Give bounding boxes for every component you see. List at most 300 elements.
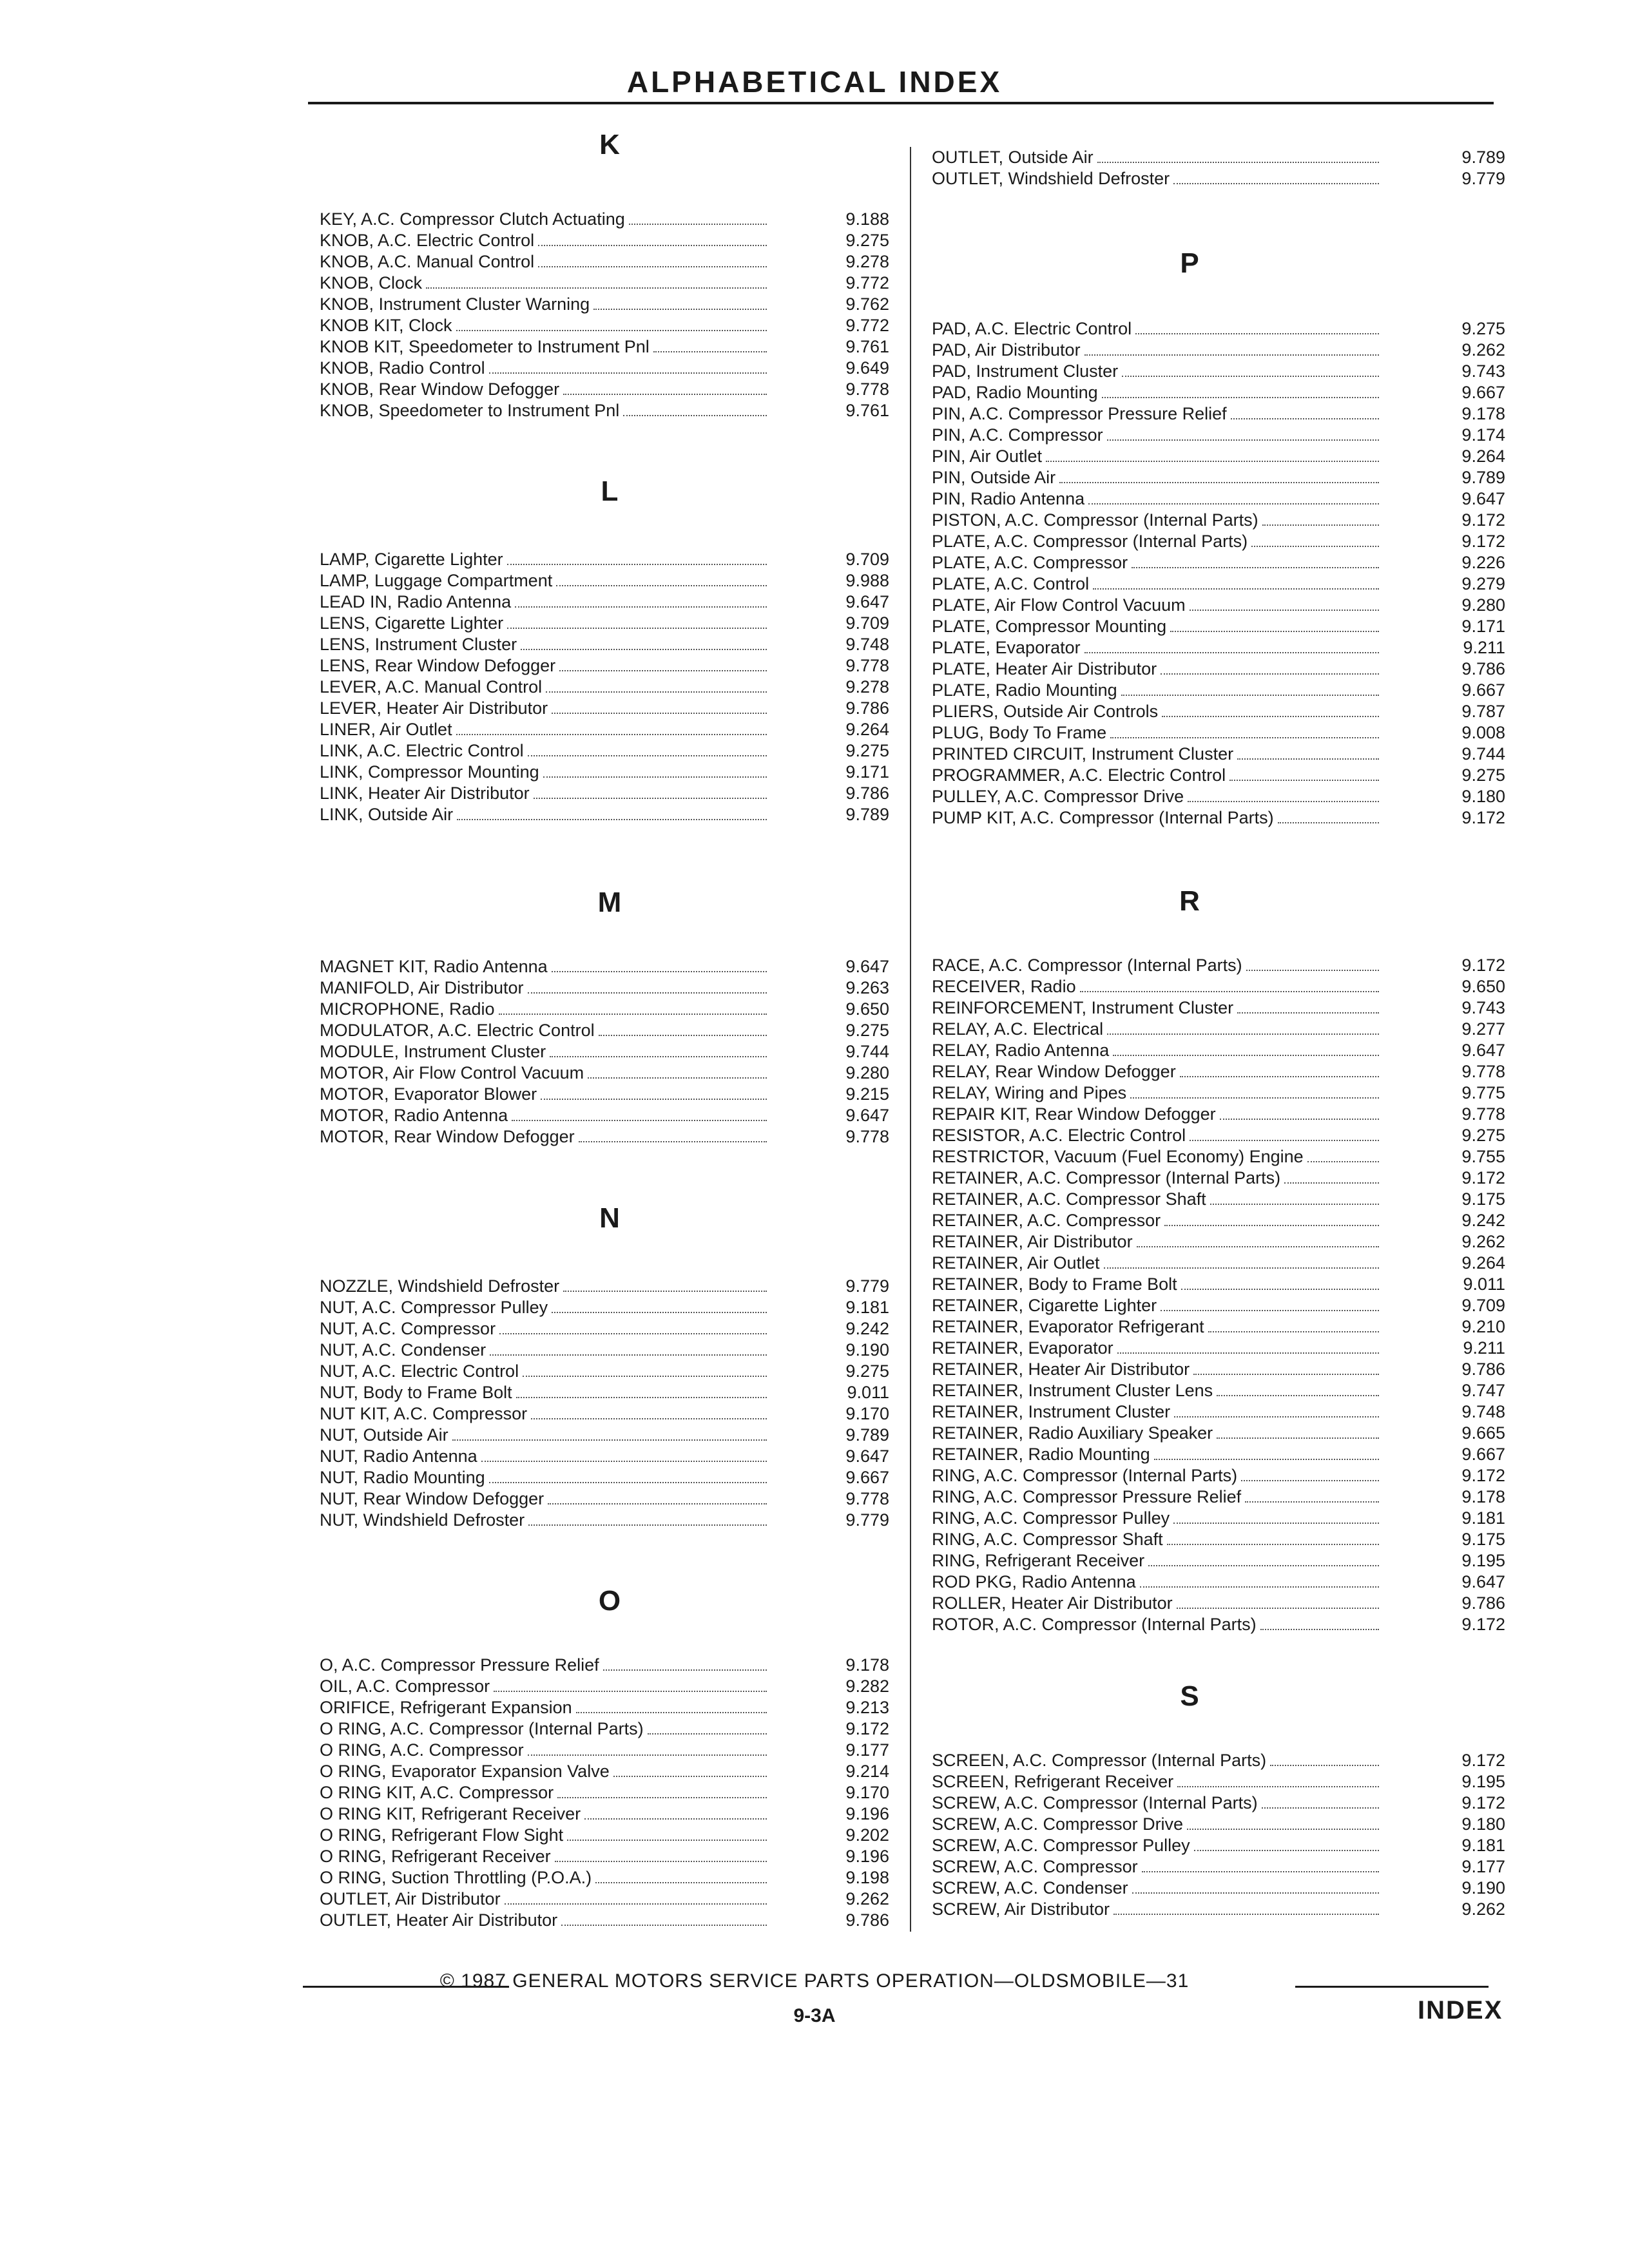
entry-name: KNOB, Instrument Cluster Warning xyxy=(320,294,590,314)
leader-dots xyxy=(490,1354,767,1356)
index-entry xyxy=(320,294,900,315)
index-entry xyxy=(932,680,1512,701)
index-entry xyxy=(320,1382,900,1403)
index-entry xyxy=(932,382,1512,403)
entry-name: SCREW, A.C. Compressor Drive xyxy=(932,1814,1184,1834)
leader-dots xyxy=(603,1669,767,1671)
entry-page-number: 9.177 xyxy=(1461,1857,1505,1876)
leader-dots xyxy=(550,1056,767,1057)
index-entry xyxy=(932,765,1512,786)
leader-dots xyxy=(1093,588,1379,590)
entry-page-number: 9.213 xyxy=(845,1698,889,1717)
entry-page-number: 9.778 xyxy=(1461,1062,1505,1081)
entry-name: PLATE, Radio Mounting xyxy=(932,680,1117,700)
entry-page-number: 9.709 xyxy=(1461,1296,1505,1315)
leader-dots xyxy=(1262,524,1379,526)
entry-name: ROLLER, Heater Air Distributor xyxy=(932,1593,1173,1613)
entry-name: RING, A.C. Compressor Pressure Relief xyxy=(932,1487,1242,1506)
index-entry xyxy=(320,1062,900,1084)
index-entry xyxy=(320,783,900,804)
entry-name: RETAINER, A.C. Compressor xyxy=(932,1211,1161,1230)
entry-name: O, A.C. Compressor Pressure Relief xyxy=(320,1655,599,1675)
leader-dots xyxy=(1193,1374,1379,1375)
index-entry xyxy=(320,1340,900,1361)
entry-name: RING, A.C. Compressor Pulley xyxy=(932,1508,1170,1528)
leader-dots xyxy=(1190,610,1379,611)
entry-name: PISTON, A.C. Compressor (Internal Parts) xyxy=(932,510,1258,530)
leader-dots xyxy=(1162,716,1379,717)
index-entry xyxy=(932,467,1512,488)
index-entry xyxy=(320,655,900,677)
entry-name: RETAINER, Radio Mounting xyxy=(932,1445,1150,1464)
leader-dots xyxy=(1270,1765,1379,1766)
entry-list xyxy=(320,209,900,421)
entry-page-number: 9.647 xyxy=(1461,1041,1505,1060)
entry-name: MODULE, Instrument Cluster xyxy=(320,1042,546,1061)
entry-name: RING, A.C. Compressor Shaft xyxy=(932,1530,1163,1549)
entry-page-number: 9.262 xyxy=(1461,340,1505,360)
entry-page-number: 9.180 xyxy=(1461,787,1505,806)
index-entry xyxy=(932,786,1512,807)
entry-name: RETAINER, Air Distributor xyxy=(932,1232,1133,1251)
entry-name: PAD, Radio Mounting xyxy=(932,383,1098,402)
entry-name: MOTOR, Air Flow Control Vacuum xyxy=(320,1063,584,1082)
index-entry xyxy=(932,955,1512,976)
entry-name: SCREW, A.C. Condenser xyxy=(932,1878,1128,1898)
index-entry xyxy=(932,997,1512,1019)
leader-dots xyxy=(1104,1267,1379,1269)
entry-page-number: 9.178 xyxy=(845,1655,889,1675)
entry-name: RETAINER, Cigarette Lighter xyxy=(932,1296,1157,1315)
entry-name: SCREW, A.C. Compressor (Internal Parts) xyxy=(932,1793,1258,1812)
entry-name: LENS, Cigarette Lighter xyxy=(320,613,504,633)
leader-dots xyxy=(556,585,767,586)
index-entry xyxy=(320,230,900,251)
leader-dots xyxy=(1237,1012,1379,1014)
leader-dots xyxy=(1167,1544,1379,1545)
entry-page-number: 9.744 xyxy=(1461,744,1505,764)
index-entry xyxy=(932,1465,1512,1486)
entry-name: REINFORCEMENT, Instrument Cluster xyxy=(932,998,1234,1017)
entry-page-number: 9.667 xyxy=(1461,1445,1505,1464)
index-entry xyxy=(932,658,1512,680)
leader-dots xyxy=(555,1861,767,1862)
leader-dots xyxy=(1107,1033,1379,1035)
entry-name: PROGRAMMER, A.C. Electric Control xyxy=(932,765,1226,785)
section-label: INDEX xyxy=(1418,1996,1503,2024)
leader-dots xyxy=(499,1014,767,1015)
leader-dots xyxy=(1173,183,1379,184)
entry-name: RETAINER, Instrument Cluster xyxy=(932,1402,1171,1421)
index-entry xyxy=(320,1803,900,1825)
index-entry xyxy=(932,510,1512,531)
leader-dots xyxy=(653,351,767,352)
page-number: 9-3A xyxy=(793,2005,836,2026)
entry-name: RESTRICTOR, Vacuum (Fuel Economy) Engine xyxy=(932,1147,1304,1166)
entry-name: MANIFOLD, Air Distributor xyxy=(320,978,524,997)
entry-name: SCREEN, A.C. Compressor (Internal Parts) xyxy=(932,1751,1267,1770)
entry-name: PIN, Outside Air xyxy=(932,468,1056,487)
entry-page-number: 9.747 xyxy=(1461,1381,1505,1400)
entry-name: LAMP, Luggage Compartment xyxy=(320,571,553,590)
index-entry xyxy=(932,1338,1512,1359)
entry-page-number: 9.647 xyxy=(845,1446,889,1466)
leader-dots xyxy=(576,1712,767,1713)
entry-page-number: 9.280 xyxy=(1461,595,1505,615)
entry-page-number: 9.177 xyxy=(845,1740,889,1760)
entry-page-number: 9.210 xyxy=(1461,1317,1505,1336)
entry-name: NUT, Body to Frame Bolt xyxy=(320,1383,512,1402)
entry-page-number: 9.755 xyxy=(1461,1147,1505,1166)
entry-name: OUTLET, Outside Air xyxy=(932,148,1094,167)
entry-page-number: 9.761 xyxy=(845,337,889,356)
entry-name: PAD, Instrument Cluster xyxy=(932,361,1119,381)
entry-page-number: 9.789 xyxy=(845,1425,889,1445)
entry-name: NUT, Radio Mounting xyxy=(320,1468,485,1487)
entry-page-number: 9.181 xyxy=(1461,1836,1505,1855)
entry-page-number: 9.275 xyxy=(845,1361,889,1381)
index-entry xyxy=(932,425,1512,446)
leader-dots xyxy=(1154,1459,1379,1460)
entry-page-number: 9.772 xyxy=(845,316,889,335)
leader-dots xyxy=(1246,970,1379,971)
entry-name: NUT, A.C. Condenser xyxy=(320,1340,487,1360)
entry-page-number: 9.262 xyxy=(845,1889,889,1908)
entry-page-number: 9.172 xyxy=(1461,1466,1505,1485)
index-entry xyxy=(320,251,900,273)
entry-page-number: 9.181 xyxy=(1461,1508,1505,1528)
index-entry xyxy=(932,318,1512,340)
index-entry xyxy=(320,549,900,570)
index-entry xyxy=(932,531,1512,552)
entry-name: RETAINER, A.C. Compressor Shaft xyxy=(932,1189,1206,1209)
index-entry xyxy=(320,613,900,634)
entry-name: PRINTED CIRCUIT, Instrument Cluster xyxy=(932,744,1234,764)
leader-dots xyxy=(1084,354,1379,356)
entry-page-number: 9.282 xyxy=(845,1677,889,1696)
leader-dots xyxy=(1161,1310,1379,1311)
index-entry xyxy=(932,807,1512,829)
leader-dots xyxy=(1177,1786,1379,1787)
leader-dots xyxy=(543,776,767,778)
index-entry xyxy=(320,698,900,719)
leader-dots xyxy=(1181,1289,1379,1290)
entry-name: REPAIR KIT, Rear Window Defogger xyxy=(932,1104,1216,1124)
entry-name: PLATE, A.C. Compressor xyxy=(932,553,1128,572)
index-entry xyxy=(932,1019,1512,1040)
leader-dots xyxy=(629,224,767,225)
entry-name: NUT, A.C. Compressor Pulley xyxy=(320,1298,548,1317)
leader-dots xyxy=(1229,780,1379,781)
leader-dots xyxy=(489,372,767,374)
leader-dots xyxy=(1046,461,1379,462)
leader-dots xyxy=(1188,801,1379,802)
leader-dots xyxy=(1161,673,1379,675)
index-entry xyxy=(932,1061,1512,1082)
index-entry xyxy=(932,1614,1512,1635)
entry-name: ROD PKG, Radio Antenna xyxy=(932,1572,1136,1591)
leader-dots xyxy=(1088,503,1379,505)
index-entry xyxy=(932,1231,1512,1253)
leader-dots xyxy=(516,1397,767,1398)
index-entry xyxy=(320,1697,900,1718)
leader-dots xyxy=(567,1840,767,1841)
entry-page-number: 9.172 xyxy=(1461,532,1505,551)
entry-name: SCREW, A.C. Compressor Pulley xyxy=(932,1836,1190,1855)
entry-name: RELAY, Wiring and Pipes xyxy=(932,1083,1127,1102)
index-entry xyxy=(320,1718,900,1740)
leader-dots xyxy=(1260,1629,1379,1630)
leader-dots xyxy=(528,1754,767,1756)
title-rule xyxy=(308,102,1494,104)
entry-page-number: 9.242 xyxy=(845,1319,889,1338)
entry-page-number: 9.779 xyxy=(845,1276,889,1296)
entry-name: MOTOR, Evaporator Blower xyxy=(320,1084,537,1104)
entry-page-number: 9.202 xyxy=(845,1825,889,1845)
entry-name: RESISTOR, A.C. Electric Control xyxy=(932,1126,1186,1145)
leader-dots xyxy=(456,330,767,331)
leader-dots xyxy=(1245,1501,1379,1503)
entry-name: MICROPHONE, Radio xyxy=(320,999,495,1019)
index-entry xyxy=(932,1899,1512,1920)
leader-dots xyxy=(584,1818,767,1820)
leader-dots xyxy=(1102,397,1379,398)
leader-dots xyxy=(1097,162,1379,163)
entry-name: RELAY, A.C. Electrical xyxy=(932,1019,1104,1039)
entry-page-number: 9.280 xyxy=(845,1063,889,1082)
index-entry xyxy=(320,1020,900,1041)
leader-dots xyxy=(499,1333,767,1334)
index-entry xyxy=(932,1771,1512,1792)
entry-name: RING, A.C. Compressor (Internal Parts) xyxy=(932,1466,1238,1485)
entry-list xyxy=(932,1750,1512,1920)
entry-page-number: 9.181 xyxy=(845,1298,889,1317)
leader-dots xyxy=(563,1291,767,1292)
index-entry xyxy=(932,1529,1512,1550)
entry-page-number: 9.172 xyxy=(1461,956,1505,975)
entry-page-number: 9.195 xyxy=(1461,1551,1505,1570)
index-entry xyxy=(320,1888,900,1910)
index-entry xyxy=(320,400,900,421)
entry-page-number: 9.170 xyxy=(845,1783,889,1802)
index-entry xyxy=(320,762,900,783)
index-entry xyxy=(320,336,900,358)
entry-page-number: 9.778 xyxy=(1461,1104,1505,1124)
leader-dots xyxy=(613,1776,767,1777)
index-entry xyxy=(320,1084,900,1105)
index-entry xyxy=(932,403,1512,425)
leader-dots xyxy=(1187,1829,1379,1830)
index-entry xyxy=(932,1189,1512,1210)
leader-dots xyxy=(481,1461,767,1462)
index-entry xyxy=(932,1274,1512,1295)
entry-name: OUTLET, Heater Air Distributor xyxy=(320,1910,558,1930)
index-entry xyxy=(320,591,900,613)
leader-dots xyxy=(548,1503,767,1504)
entry-name: PAD, Air Distributor xyxy=(932,340,1081,360)
leader-dots xyxy=(1122,376,1379,377)
leader-dots xyxy=(456,734,767,735)
entry-name: RETAINER, Heater Air Distributor xyxy=(932,1360,1190,1379)
entry-name: KNOB, A.C. Manual Control xyxy=(320,252,535,271)
entry-name: RETAINER, Instrument Cluster Lens xyxy=(932,1381,1213,1400)
entry-name: KNOB KIT, Speedometer to Instrument Pnl xyxy=(320,337,650,356)
leader-dots xyxy=(1059,482,1379,483)
entry-page-number: 9.762 xyxy=(845,294,889,314)
entry-name: PLATE, A.C. Control xyxy=(932,574,1090,593)
leader-dots xyxy=(1180,1076,1379,1077)
entry-name: SCREW, A.C. Compressor xyxy=(932,1857,1138,1876)
entry-name: OUTLET, Windshield Defroster xyxy=(932,169,1170,188)
section-letter: P xyxy=(1180,247,1199,279)
leader-dots xyxy=(1210,1204,1379,1205)
entry-page-number: 9.214 xyxy=(845,1762,889,1781)
index-entry xyxy=(320,273,900,294)
leader-dots xyxy=(1251,546,1379,547)
entry-name: O RING, Refrigerant Flow Sight xyxy=(320,1825,564,1845)
index-entry xyxy=(932,1835,1512,1856)
leader-dots xyxy=(1173,1523,1379,1524)
index-entry xyxy=(932,1146,1512,1168)
entry-name: LAMP, Cigarette Lighter xyxy=(320,550,503,569)
entry-page-number: 9.242 xyxy=(1461,1211,1505,1230)
entry-page-number: 9.709 xyxy=(845,550,889,569)
leader-dots xyxy=(1142,1871,1379,1872)
entry-page-number: 9.190 xyxy=(845,1340,889,1360)
entry-page-number: 9.170 xyxy=(845,1404,889,1423)
entry-name: KEY, A.C. Compressor Clutch Actuating xyxy=(320,209,625,229)
index-entry xyxy=(320,1867,900,1888)
leader-dots xyxy=(563,394,767,395)
entry-name: O RING, A.C. Compressor xyxy=(320,1740,524,1760)
index-entry xyxy=(320,1425,900,1446)
entry-name: PIN, A.C. Compressor xyxy=(932,425,1103,445)
leader-dots xyxy=(538,245,767,246)
leader-dots xyxy=(1220,1119,1379,1120)
leader-dots xyxy=(1113,1914,1379,1915)
index-entry xyxy=(320,634,900,655)
entry-name: LEVER, Heater Air Distributor xyxy=(320,698,548,718)
entry-name: RECEIVER, Radio xyxy=(932,977,1076,996)
leader-dots xyxy=(1135,333,1379,334)
index-entry xyxy=(320,379,900,400)
entry-page-number: 9.264 xyxy=(845,720,889,739)
leader-dots xyxy=(507,628,767,629)
leader-dots xyxy=(1307,1161,1379,1162)
index-entry xyxy=(932,1814,1512,1835)
entry-page-number: 9.786 xyxy=(845,698,889,718)
index-entry xyxy=(320,1846,900,1867)
leader-dots xyxy=(523,1376,767,1377)
entry-name: KNOB, A.C. Electric Control xyxy=(320,231,535,250)
index-entry xyxy=(320,1105,900,1126)
index-entry xyxy=(320,719,900,740)
entry-page-number: 9.264 xyxy=(1461,447,1505,466)
entry-page-number: 9.779 xyxy=(845,1510,889,1530)
leader-dots xyxy=(1278,822,1379,823)
entry-page-number: 9.647 xyxy=(845,1106,889,1125)
leader-dots xyxy=(1113,1055,1379,1056)
entry-page-number: 9.778 xyxy=(845,656,889,675)
leader-dots xyxy=(426,287,767,289)
entry-list xyxy=(320,1276,900,1531)
leader-dots xyxy=(515,606,767,608)
leader-dots xyxy=(1130,1097,1379,1099)
entry-page-number: 9.226 xyxy=(1461,553,1505,572)
index-entry xyxy=(932,1380,1512,1401)
leader-dots xyxy=(538,266,767,267)
leader-dots xyxy=(1217,1437,1379,1439)
entry-name: LINK, Compressor Mounting xyxy=(320,762,539,782)
leader-dots xyxy=(552,971,767,972)
index-entry xyxy=(320,209,900,230)
section-letter: N xyxy=(599,1202,620,1234)
entry-name: RACE, A.C. Compressor (Internal Parts) xyxy=(932,956,1242,975)
leader-dots xyxy=(561,1925,767,1926)
leader-dots xyxy=(1177,1608,1379,1609)
column-divider xyxy=(910,147,911,1932)
entry-page-number: 9.172 xyxy=(1461,1168,1505,1187)
leader-dots xyxy=(541,1099,767,1100)
index-entry xyxy=(932,1550,1512,1571)
entry-page-number: 9.178 xyxy=(1461,1487,1505,1506)
index-entry xyxy=(932,595,1512,616)
leader-dots xyxy=(1217,1395,1379,1396)
index-entry xyxy=(932,722,1512,744)
entry-name: KNOB, Clock xyxy=(320,273,423,293)
entry-name: RELAY, Rear Window Defogger xyxy=(932,1062,1176,1081)
entry-name: NUT, Outside Air xyxy=(320,1425,448,1445)
entry-page-number: 9.667 xyxy=(1461,383,1505,402)
leader-dots xyxy=(1164,1225,1379,1226)
leader-dots xyxy=(599,1035,767,1036)
entry-page-number: 9.275 xyxy=(1461,765,1505,785)
entry-name: LENS, Rear Window Defogger xyxy=(320,656,556,675)
index-entry xyxy=(932,1040,1512,1061)
index-entry xyxy=(932,976,1512,997)
leader-dots xyxy=(521,649,767,650)
entry-name: PLATE, A.C. Compressor (Internal Parts) xyxy=(932,532,1248,551)
entry-name: PIN, Air Outlet xyxy=(932,447,1043,466)
entry-page-number: 9.778 xyxy=(845,1127,889,1146)
entry-page-number: 9.172 xyxy=(1461,808,1505,827)
index-entry xyxy=(932,1082,1512,1104)
entry-name: PIN, A.C. Compressor Pressure Relief xyxy=(932,404,1227,423)
entry-page-number: 9.172 xyxy=(845,1719,889,1738)
entry-page-number: 9.172 xyxy=(1461,1615,1505,1634)
entry-page-number: 9.743 xyxy=(1461,361,1505,381)
section-letter: R xyxy=(1179,885,1200,917)
leader-dots xyxy=(1140,1586,1379,1588)
entry-page-number: 9.761 xyxy=(845,401,889,420)
index-entry xyxy=(320,1676,900,1697)
leader-dots xyxy=(534,798,767,799)
entry-page-number: 9.647 xyxy=(1461,489,1505,508)
entry-name: O RING, Suction Throttling (P.O.A.) xyxy=(320,1868,592,1887)
entry-list xyxy=(932,318,1512,829)
leader-dots xyxy=(1174,1416,1379,1418)
entry-name: LINK, A.C. Electric Control xyxy=(320,741,524,760)
index-entry xyxy=(320,1655,900,1676)
leader-dots xyxy=(1121,695,1379,696)
entry-name: O RING, A.C. Compressor (Internal Parts) xyxy=(320,1719,644,1738)
entry-name: KNOB, Radio Control xyxy=(320,358,485,378)
index-entry xyxy=(320,570,900,591)
leader-dots xyxy=(588,1077,767,1079)
leader-dots xyxy=(593,309,767,310)
entry-name: RETAINER, Evaporator xyxy=(932,1338,1113,1358)
leader-dots xyxy=(1132,567,1379,568)
